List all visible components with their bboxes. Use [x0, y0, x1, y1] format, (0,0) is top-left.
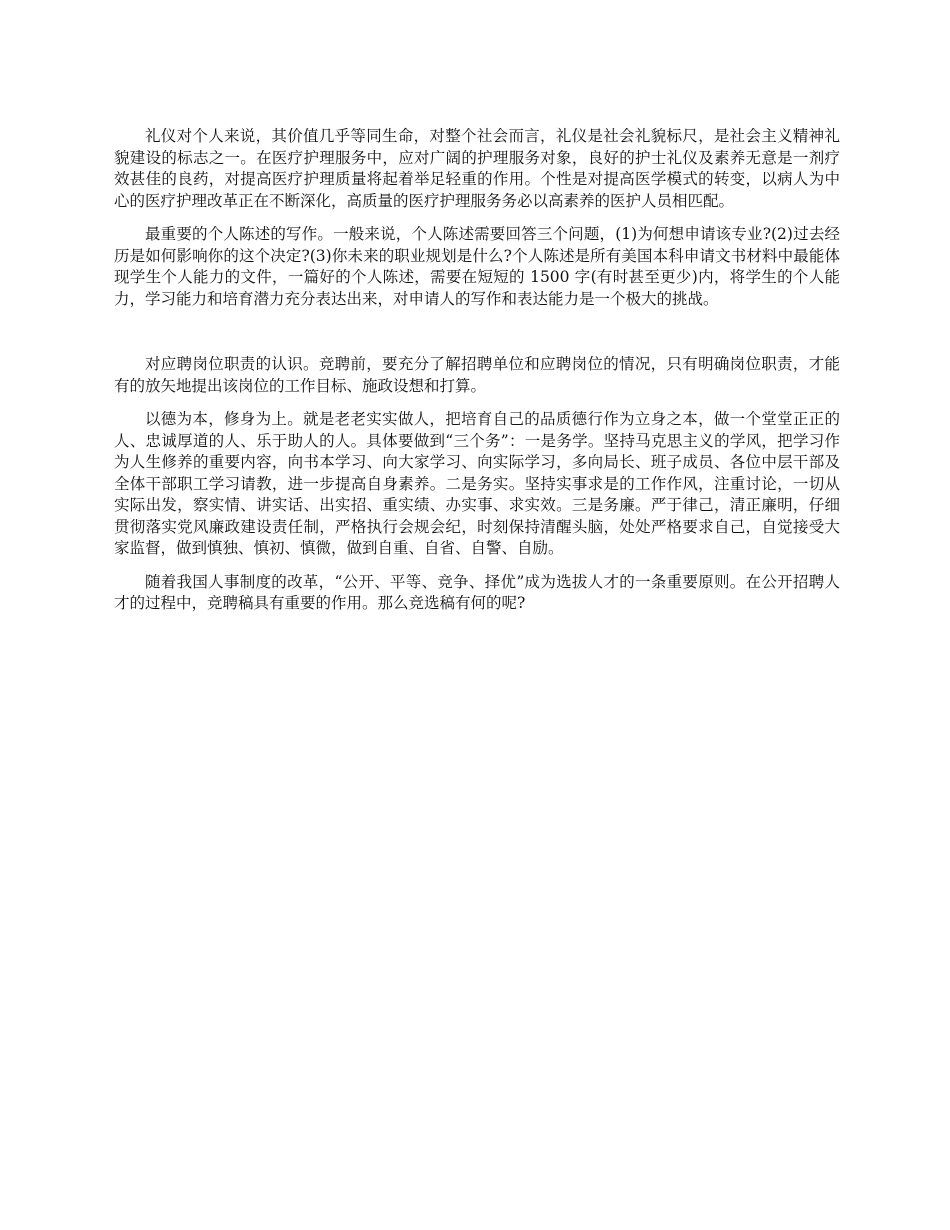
document-body: [114, 126, 840, 627]
paragraph-1: 礼仪对个人来说，其价值几乎等同生命，对整个社会而言，礼仪是社会礼貌标尺，是社会主义精神礼貌建设的标志之一。在医疗护理服务中，应对广阔的护理服务对象，良好的护士礼仪及素养无意是一剂疗效甚佳的良药，对提高医疗护理质量将起着举足轻重的作用。个性是对提高医学模式的转变，以病人为中心的医疗护理改革正在不断深化，高质量的医疗护理服务务必以高素养的医护人员相匹配。: [114, 127, 840, 210]
paragraph-spacer: [114, 322, 840, 354]
paragraph-4: 以德为本，修身为上。就是老老实实做人，把培育自己的品质德行作为立身之本，做一个堂堂正正的人、忠诚厚道的人、乐于助人的人。具体要做到“三个务”：一是务学。坚持马克思主义的学风，把学习作为人生修养的重要内容，向书本学习、向大家学习、向实际学习，多向局长、班子成员、各位中层干部及全体干部职工学习请教，进一步提高自身素养。二是务实。坚持实事求是的工作作风，注重讨论，一切从实际出发，察实情、讲实话、出实招、重实绩、办实事、求实效。三是务廉。严于律己，清正廉明，仔细贯彻落实党风廉政建设责任制，严格执行会规会纪，时刻保持清醒头脑，处处严格要求自己，自觉接受大家监督，做到慎独、慎初、慎微，做到自重、自省、自警、自励。: [114, 410, 840, 557]
paragraph-3: 对应聘岗位职责的认识。竞聘前，要充分了解招聘单位和应聘岗位的情况，只有明确岗位职责，才能有的放矢地提出该岗位的工作目标、施政设想和打算。: [114, 355, 840, 395]
paragraph-5: 随着我国人事制度的改革，“公开、平等、竞争、择优”成为选拔人才的一条重要原则。在公开招聘人才的过程中，竞聘稿具有重要的作用。那么竞选稿有何的呢?: [114, 572, 840, 612]
paragraph-2: 最重要的个人陈述的写作。一般来说，个人陈述需要回答三个问题，(1)为何想申请该专业?(2)过去经历是如何影响你的这个决定?(3)你未来的职业规划是什么?个人陈述是所有美国本科申请文书材料中最能体现学生个人能力的文件，一篇好的个人陈述，需要在短短的 1500 字(有时甚至更少)内，将学生的个人能力，学习能力和培育潜力充分表达出来，对申请人的写作和表达能力是一个极大的挑战。: [114, 225, 840, 308]
